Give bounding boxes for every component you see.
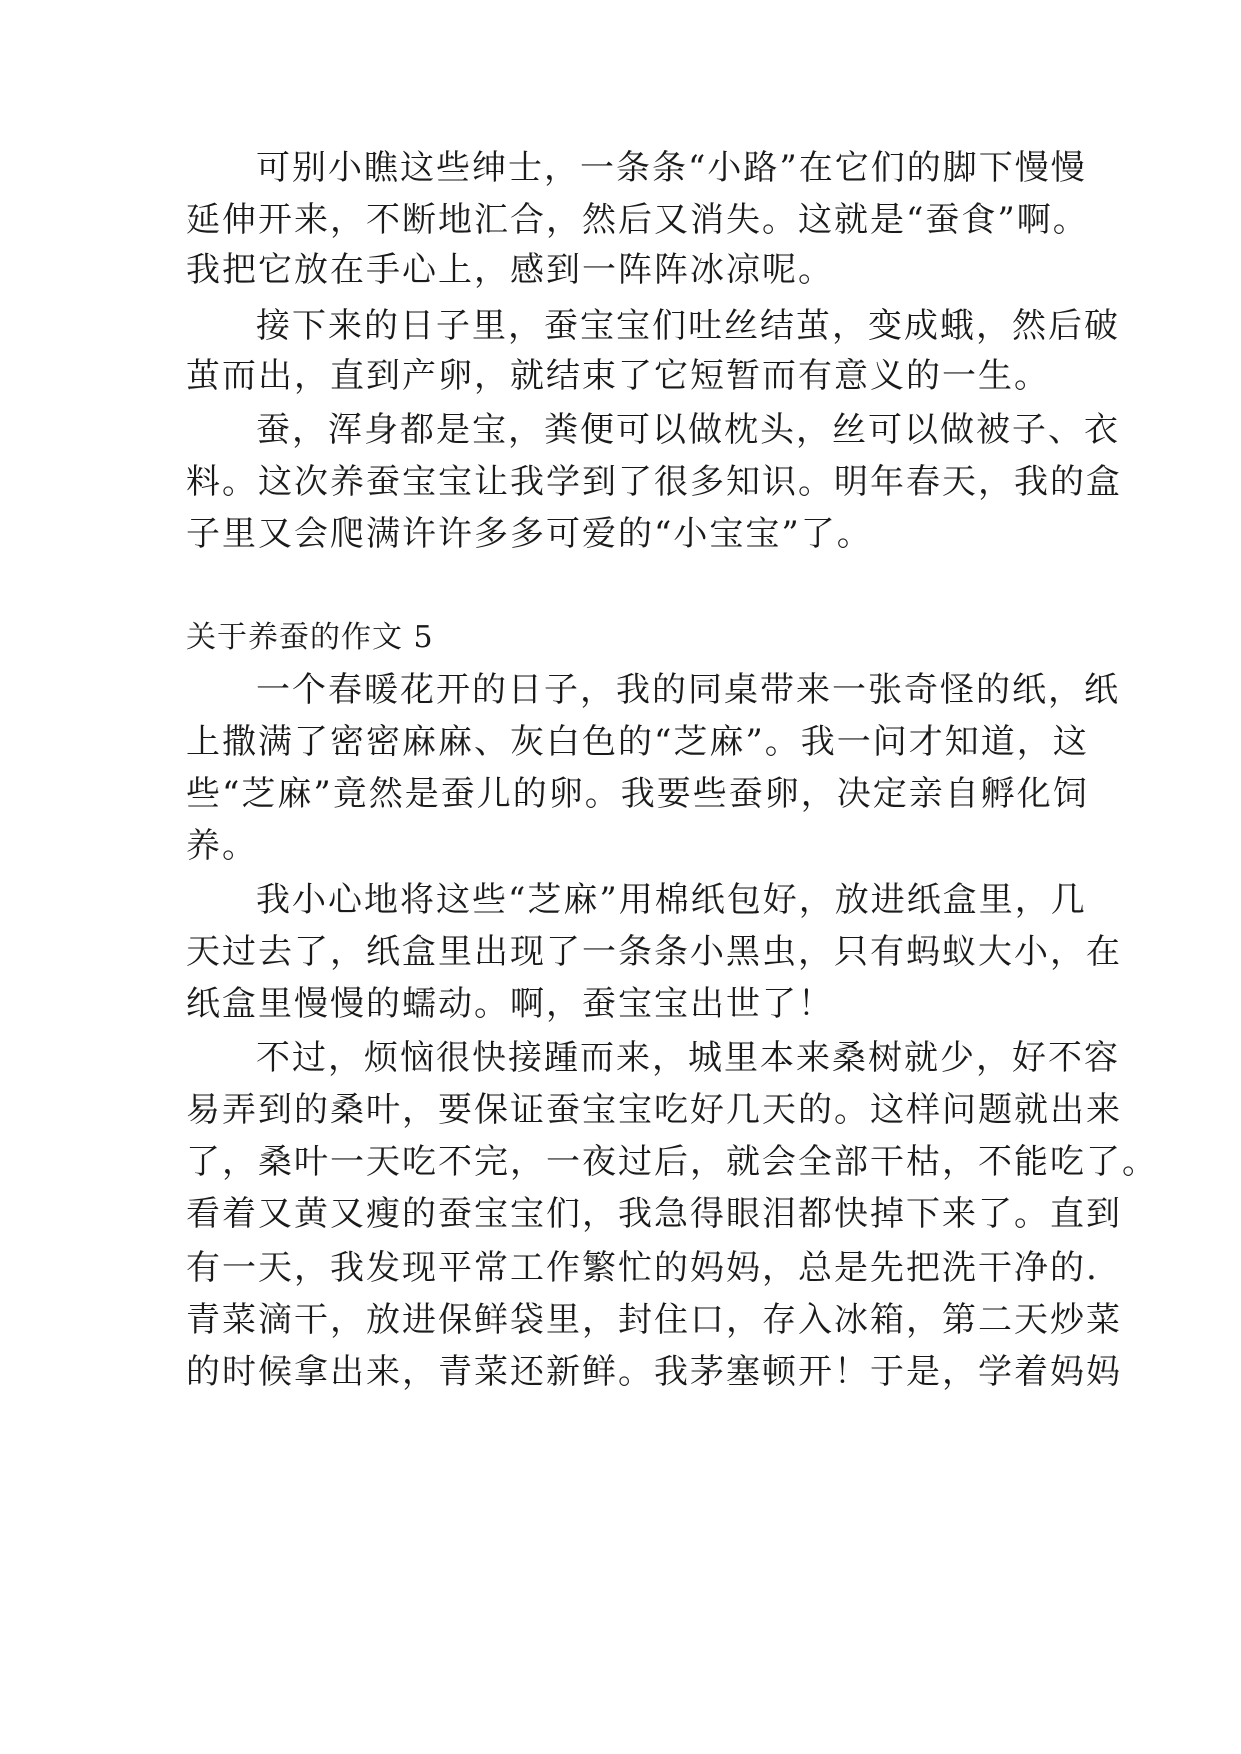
paragraph-line: 接下来的日子里，蚕宝宝们吐丝结茧，变成蛾，然后破 <box>256 306 1120 346</box>
paragraph-line: 不过，烦恼很快接踵而来，城里本来桑树就少，好不容 <box>256 1038 1120 1078</box>
paragraph-line: 天过去了，纸盒里出现了一条条小黑虫，只有蚂蚁大小，在 <box>186 932 1122 972</box>
paragraph-line: 茧而出，直到产卵，就结束了它短暂而有意义的一生。 <box>186 356 1050 396</box>
paragraph-line: 看着又黄又瘦的蚕宝宝们，我急得眼泪都快掉下来了。直到 <box>186 1194 1122 1234</box>
paragraph-line: 上撒满了密密麻麻、灰白色的“芝麻”。我一问才知道，这 <box>186 722 1089 762</box>
paragraph-line: 蚕，浑身都是宝，粪便可以做枕头，丝可以做被子、衣 <box>256 410 1120 450</box>
paragraph-line: 青菜滴干，放进保鲜袋里，封住口，存入冰箱，第二天炒菜 <box>186 1300 1122 1340</box>
paragraph-line: 些“芝麻”竟然是蚕儿的卵。我要些蚕卵，决定亲自孵化饲 <box>186 774 1089 814</box>
paragraph-line: 延伸开来，不断地汇合，然后又消失。这就是“蚕食”啊。 <box>186 200 1089 240</box>
paragraph-line: 我小心地将这些“芝麻”用棉纸包好，放进纸盒里，几 <box>256 880 1087 920</box>
paragraph-line: 养。 <box>186 826 258 866</box>
paragraph-line: 的时候拿出来，青菜还新鲜。我茅塞顿开！于是，学着妈妈 <box>186 1352 1122 1392</box>
paragraph-line: 了，桑叶一天吃不完，一夜过后，就会全部干枯，不能吃了。 <box>186 1142 1158 1182</box>
paragraph-line: 一个春暖花开的日子，我的同桌带来一张奇怪的纸，纸 <box>256 670 1120 710</box>
paragraph-line: 我把它放在手心上，感到一阵阵冰凉呢。 <box>186 250 834 290</box>
paragraph-line: 易弄到的桑叶，要保证蚕宝宝吃好几天的。这样问题就出来 <box>186 1090 1122 1130</box>
paragraph-line: 纸盒里慢慢的蠕动。啊，蚕宝宝出世了！ <box>186 984 834 1024</box>
paragraph-line: 可别小瞧这些绅士，一条条“小路”在它们的脚下慢慢 <box>256 148 1087 188</box>
section-heading: 关于养蚕的作文 5 <box>186 620 434 655</box>
paragraph-line: 子里又会爬满许许多多可爱的“小宝宝”了。 <box>186 514 873 554</box>
paragraph-line: 料。这次养蚕宝宝让我学到了很多知识。明年春天，我的盒 <box>186 462 1122 502</box>
paragraph-line: 有一天，我发现平常工作繁忙的妈妈，总是先把洗干净的. <box>186 1248 1099 1288</box>
